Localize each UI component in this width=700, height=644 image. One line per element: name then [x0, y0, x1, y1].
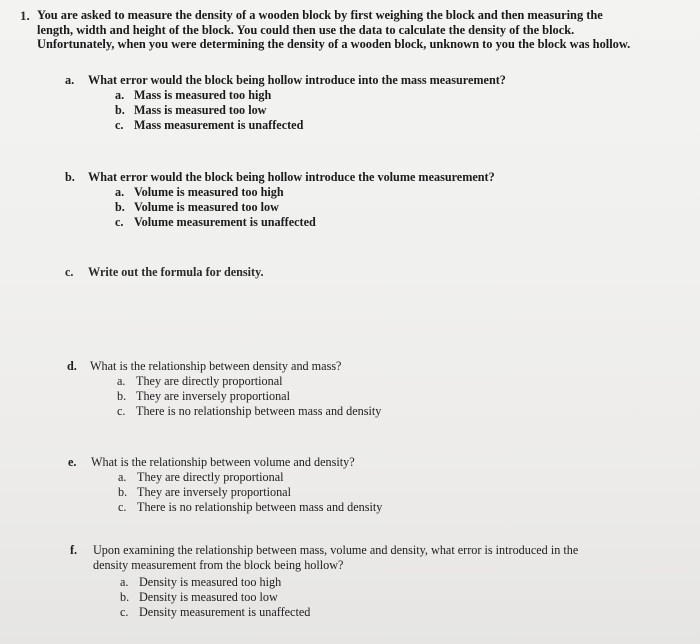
- question-intro: [37, 8, 687, 52]
- option-text: Density measurement is unaffected: [139, 605, 311, 619]
- part-letter: a.: [65, 73, 75, 87]
- part-prompt: [93, 543, 578, 573]
- option-letter: c.: [115, 215, 124, 229]
- option-letter: c.: [118, 500, 127, 514]
- option-text: There is no relationship between mass and density: [136, 404, 382, 418]
- option-text: They are inversely proportional: [137, 485, 291, 499]
- option-letter: b.: [118, 485, 128, 499]
- option-letter: a.: [117, 374, 126, 388]
- option-text: Mass measurement is unaffected: [134, 118, 304, 132]
- option-text: They are directly proportional: [136, 374, 283, 388]
- part-letter: d.: [67, 359, 77, 373]
- option-text: Volume measurement is unaffected: [134, 215, 316, 229]
- option-letter: a.: [115, 88, 125, 102]
- option-letter: b.: [117, 389, 127, 403]
- option-text: Density is measured too high: [139, 575, 282, 589]
- option-letter: b.: [115, 200, 125, 214]
- option-letter: a.: [115, 185, 125, 199]
- option-letter: b.: [115, 103, 125, 117]
- part-letter: b.: [65, 170, 75, 184]
- intro-line: length, width and height of the block. You could then use the data to calculate the density of the block.: [37, 22, 575, 37]
- option-letter: b.: [120, 590, 130, 604]
- part-prompt: What is the relationship between density and mass?: [90, 359, 342, 373]
- option-text: They are inversely proportional: [136, 389, 290, 403]
- part-prompt: What is the relationship between volume and density?: [91, 455, 355, 469]
- option-text: There is no relationship between mass and density: [137, 500, 383, 514]
- part-letter: e.: [68, 455, 77, 469]
- part-prompt: Write out the formula for density.: [88, 265, 264, 279]
- option-letter: a.: [118, 470, 127, 484]
- question-number: 1.: [20, 8, 30, 23]
- option-text: They are directly proportional: [137, 470, 284, 484]
- part-prompt: What error would the block being hollow introduce the volume measurement?: [88, 170, 495, 184]
- intro-line: You are asked to measure the density of a wooden block by first weighing the block and then measuring the: [37, 8, 603, 22]
- part-letter: c.: [65, 265, 74, 279]
- prompt-line: density measurement from the block being hollow?: [93, 558, 344, 572]
- option-text: Mass is measured too low: [134, 103, 267, 117]
- prompt-line: Upon examining the relationship between mass, volume and density, what error is introduced in the: [93, 543, 579, 557]
- option-letter: c.: [115, 118, 124, 132]
- option-text: Volume is measured too low: [134, 200, 279, 214]
- option-text: Density is measured too low: [139, 590, 278, 604]
- option-text: Mass is measured too high: [134, 88, 272, 102]
- intro-line: Unfortunately, when you were determining the density of a wooden block, unknown to you the block was hollow.: [37, 37, 631, 51]
- option-letter: c.: [120, 605, 129, 619]
- option-letter: a.: [120, 575, 129, 589]
- part-prompt: What error would the block being hollow introduce into the mass measurement?: [88, 73, 506, 87]
- part-letter: f.: [70, 543, 78, 557]
- option-letter: c.: [117, 404, 126, 418]
- option-text: Volume is measured too high: [134, 185, 284, 199]
